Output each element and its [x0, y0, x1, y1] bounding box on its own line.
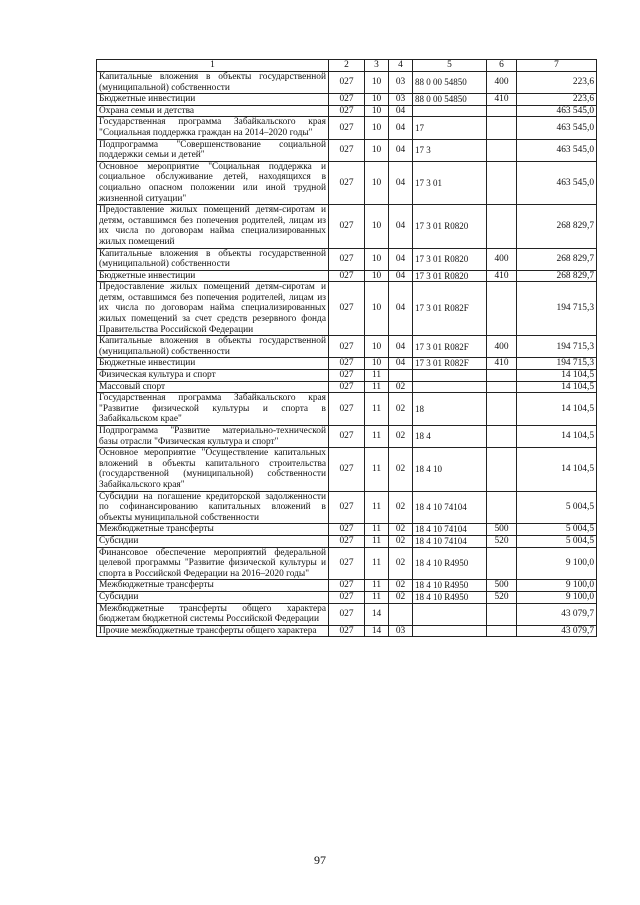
cell-ved: 027	[329, 448, 365, 491]
cell-name: Межбюджетные трансферты	[97, 580, 329, 592]
cell-sum: 14 104,5	[517, 448, 597, 491]
table-body	[97, 72, 597, 637]
table-row	[97, 105, 597, 117]
table-row	[97, 535, 597, 547]
cell-ved: 027	[329, 117, 365, 139]
header-cell-5: 5	[413, 60, 487, 72]
cell-vr: 410	[487, 358, 517, 370]
table-row	[97, 547, 597, 580]
table-row	[97, 161, 597, 204]
table-row	[97, 72, 597, 94]
cell-csr: 17 3 01 R082F	[413, 282, 487, 336]
cell-csr	[413, 381, 487, 393]
cell-ved: 027	[329, 358, 365, 370]
cell-ved: 027	[329, 282, 365, 336]
cell-rz: 11	[365, 580, 389, 592]
cell-csr: 18 4	[413, 426, 487, 448]
cell-csr	[413, 105, 487, 117]
table-row	[97, 282, 597, 336]
cell-name: Финансовое обеспечение мероприятий федеральной целевой программы "Развитие физической культуры и спорта в Российской Федерации на 2016–2020 годы"	[97, 547, 329, 580]
cell-pr: 02	[389, 580, 413, 592]
header-row	[97, 60, 597, 72]
cell-rz: 10	[365, 139, 389, 161]
cell-csr	[413, 603, 487, 625]
cell-vr	[487, 381, 517, 393]
cell-csr: 18 4 10 R4950	[413, 547, 487, 580]
cell-sum: 43 079,7	[517, 603, 597, 625]
cell-sum: 463 545,0	[517, 161, 597, 204]
cell-csr: 18 4 10 R4950	[413, 580, 487, 592]
cell-rz: 11	[365, 535, 389, 547]
cell-name: Бюджетные инвестиции	[97, 94, 329, 106]
header-cell-2: 2	[329, 60, 365, 72]
cell-pr: 04	[389, 358, 413, 370]
cell-vr: 400	[487, 336, 517, 358]
cell-rz: 10	[365, 248, 389, 270]
table-row	[97, 270, 597, 282]
cell-pr: 02	[389, 426, 413, 448]
cell-pr: 02	[389, 448, 413, 491]
cell-vr	[487, 205, 517, 248]
cell-sum: 463 545,0	[517, 117, 597, 139]
cell-sum: 14 104,5	[517, 426, 597, 448]
cell-sum: 5 004,5	[517, 535, 597, 547]
table-row	[97, 625, 597, 637]
cell-rz: 10	[365, 270, 389, 282]
cell-vr: 520	[487, 535, 517, 547]
cell-vr: 410	[487, 94, 517, 106]
cell-rz: 10	[365, 105, 389, 117]
cell-csr	[413, 370, 487, 382]
cell-sum: 268 829,7	[517, 248, 597, 270]
cell-pr: 04	[389, 161, 413, 204]
document-page	[96, 59, 596, 637]
cell-ved: 027	[329, 105, 365, 117]
cell-vr: 520	[487, 591, 517, 603]
cell-sum: 14 104,5	[517, 393, 597, 426]
cell-vr	[487, 625, 517, 637]
cell-rz: 10	[365, 72, 389, 94]
cell-name: Государственная программа Забайкальского края "Социальная поддержка граждан на 2014–2020 годы"	[97, 117, 329, 139]
cell-rz: 11	[365, 524, 389, 536]
cell-sum: 223,6	[517, 72, 597, 94]
cell-name: Капитальные вложения в объекты государственной (муниципальной) собственности	[97, 336, 329, 358]
cell-ved: 027	[329, 393, 365, 426]
header-cell-6: 6	[487, 60, 517, 72]
cell-ved: 027	[329, 535, 365, 547]
cell-vr: 500	[487, 580, 517, 592]
cell-vr	[487, 448, 517, 491]
cell-name: Бюджетные инвестиции	[97, 358, 329, 370]
cell-ved: 027	[329, 625, 365, 637]
table-row	[97, 603, 597, 625]
cell-sum: 268 829,7	[517, 270, 597, 282]
cell-name: Основное мероприятие "Социальная поддержка и социальное обслуживание детей, находящихся в социально опасном положении или иной трудной жизненной ситуации"	[97, 161, 329, 204]
cell-pr: 02	[389, 491, 413, 524]
cell-name: Межбюджетные трансферты	[97, 524, 329, 536]
cell-rz: 10	[365, 94, 389, 106]
cell-csr: 17 3 01 R082F	[413, 358, 487, 370]
table-row	[97, 336, 597, 358]
header-cell-3: 3	[365, 60, 389, 72]
cell-rz: 10	[365, 161, 389, 204]
cell-csr: 18 4 10 74104	[413, 524, 487, 536]
cell-pr: 02	[389, 381, 413, 393]
cell-vr	[487, 105, 517, 117]
cell-csr: 17 3 01 R0820	[413, 248, 487, 270]
cell-pr: 02	[389, 547, 413, 580]
cell-csr	[413, 625, 487, 637]
cell-pr: 04	[389, 270, 413, 282]
cell-sum: 194 715,3	[517, 358, 597, 370]
cell-rz: 10	[365, 205, 389, 248]
cell-pr: 04	[389, 117, 413, 139]
cell-rz: 10	[365, 336, 389, 358]
table-row	[97, 393, 597, 426]
cell-ved: 027	[329, 547, 365, 580]
cell-vr: 400	[487, 248, 517, 270]
page-number: 97	[314, 853, 326, 867]
cell-csr: 17	[413, 117, 487, 139]
cell-name: Капитальные вложения в объекты государственной (муниципальной) собственности	[97, 248, 329, 270]
cell-name: Бюджетные инвестиции	[97, 270, 329, 282]
cell-name: Охрана семьи и детства	[97, 105, 329, 117]
cell-ved: 027	[329, 491, 365, 524]
cell-csr: 17 3 01 R0820	[413, 270, 487, 282]
cell-name: Субсидии	[97, 535, 329, 547]
cell-pr: 02	[389, 591, 413, 603]
cell-csr: 17 3 01 R0820	[413, 205, 487, 248]
cell-sum: 9 100,0	[517, 591, 597, 603]
cell-ved: 027	[329, 524, 365, 536]
cell-rz: 11	[365, 491, 389, 524]
cell-sum: 463 545,0	[517, 139, 597, 161]
cell-sum: 5 004,5	[517, 524, 597, 536]
cell-csr: 17 3 01 R082F	[413, 336, 487, 358]
cell-name: Государственная программа Забайкальского края "Развитие физической культуры и спорта в Забайкальском крае"	[97, 393, 329, 426]
cell-vr	[487, 282, 517, 336]
header-cell-7: 7	[517, 60, 597, 72]
cell-sum: 194 715,3	[517, 282, 597, 336]
cell-pr: 04	[389, 248, 413, 270]
cell-ved: 027	[329, 336, 365, 358]
cell-name: Предоставление жилых помещений детям-сиротам и детям, оставшимся без попечения родителей, лицам из их числа по договорам найма специализированных жилых помещений	[97, 205, 329, 248]
cell-rz: 11	[365, 381, 389, 393]
cell-name: Массовый спорт	[97, 381, 329, 393]
table-row	[97, 94, 597, 106]
cell-csr: 18 4 10 R4950	[413, 591, 487, 603]
cell-ved: 027	[329, 205, 365, 248]
cell-csr: 17 3 01	[413, 161, 487, 204]
cell-ved: 027	[329, 603, 365, 625]
cell-vr	[487, 426, 517, 448]
cell-pr: 03	[389, 625, 413, 637]
table-row	[97, 591, 597, 603]
cell-name: Прочие межбюджетные трансферты общего характера	[97, 625, 329, 637]
cell-ved: 027	[329, 94, 365, 106]
cell-csr: 88 0 00 54850	[413, 72, 487, 94]
cell-sum: 9 100,0	[517, 547, 597, 580]
cell-pr: 04	[389, 282, 413, 336]
table-row	[97, 580, 597, 592]
cell-sum: 194 715,3	[517, 336, 597, 358]
cell-pr: 04	[389, 205, 413, 248]
cell-name: Физическая культура и спорт	[97, 370, 329, 382]
cell-vr: 400	[487, 72, 517, 94]
cell-name: Субсидии	[97, 591, 329, 603]
header-cell-1: 1	[97, 60, 329, 72]
cell-name: Подпрограмма "Развитие материально-технической базы отрасли "Физическая культура и спорт"	[97, 426, 329, 448]
cell-sum: 9 100,0	[517, 580, 597, 592]
table-row	[97, 248, 597, 270]
cell-vr	[487, 139, 517, 161]
cell-rz: 14	[365, 603, 389, 625]
cell-vr	[487, 161, 517, 204]
cell-ved: 027	[329, 370, 365, 382]
cell-ved: 027	[329, 270, 365, 282]
cell-sum: 43 079,7	[517, 625, 597, 637]
cell-pr: 03	[389, 94, 413, 106]
table-row	[97, 117, 597, 139]
cell-rz: 11	[365, 448, 389, 491]
cell-csr: 18	[413, 393, 487, 426]
cell-csr: 17 3	[413, 139, 487, 161]
cell-rz: 11	[365, 591, 389, 603]
cell-csr: 88 0 00 54850	[413, 94, 487, 106]
cell-pr: 04	[389, 139, 413, 161]
cell-ved: 027	[329, 161, 365, 204]
cell-pr: 04	[389, 336, 413, 358]
cell-sum: 14 104,5	[517, 381, 597, 393]
cell-pr	[389, 370, 413, 382]
table-row	[97, 448, 597, 491]
cell-pr: 03	[389, 72, 413, 94]
cell-rz: 11	[365, 426, 389, 448]
cell-vr	[487, 491, 517, 524]
cell-name: Предоставление жилых помещений детям-сиротам и детям, оставшимся без попечения родителей, лицам из их числа по договорам найма специализированных жилых помещений за счет средств резервного фонда Правительства Российской Федерации	[97, 282, 329, 336]
cell-vr	[487, 393, 517, 426]
cell-ved: 027	[329, 72, 365, 94]
cell-rz: 10	[365, 282, 389, 336]
cell-name: Подпрограмма "Совершенствование социальной поддержки семьи и детей"	[97, 139, 329, 161]
cell-vr: 500	[487, 524, 517, 536]
cell-name: Основное мероприятие "Осуществление капитальных вложений в объекты капитального строительства (государственной (муниципальной) собственности Забайкальского края"	[97, 448, 329, 491]
table-row	[97, 139, 597, 161]
cell-pr: 04	[389, 105, 413, 117]
cell-rz: 10	[365, 117, 389, 139]
cell-pr: 02	[389, 524, 413, 536]
table-row	[97, 426, 597, 448]
cell-ved: 027	[329, 591, 365, 603]
cell-name: Капитальные вложения в объекты государственной (муниципальной) собственности	[97, 72, 329, 94]
cell-vr	[487, 370, 517, 382]
cell-rz: 10	[365, 358, 389, 370]
table-row	[97, 524, 597, 536]
cell-csr: 18 4 10 74104	[413, 535, 487, 547]
cell-csr: 18 4 10	[413, 448, 487, 491]
cell-rz: 11	[365, 370, 389, 382]
cell-pr: 02	[389, 535, 413, 547]
cell-ved: 027	[329, 426, 365, 448]
table-row	[97, 358, 597, 370]
cell-sum: 268 829,7	[517, 205, 597, 248]
cell-rz: 11	[365, 393, 389, 426]
table-row	[97, 381, 597, 393]
cell-sum: 5 004,5	[517, 491, 597, 524]
cell-sum: 14 104,5	[517, 370, 597, 382]
cell-vr	[487, 603, 517, 625]
cell-vr	[487, 547, 517, 580]
cell-name: Субсидии на погашение кредиторской задолженности по софинансированию капитальных вложений в объекты муниципальной собственности	[97, 491, 329, 524]
table-row	[97, 370, 597, 382]
cell-sum: 463 545,0	[517, 105, 597, 117]
cell-rz: 14	[365, 625, 389, 637]
cell-ved: 027	[329, 139, 365, 161]
cell-pr	[389, 603, 413, 625]
cell-ved: 027	[329, 381, 365, 393]
cell-csr: 18 4 10 74104	[413, 491, 487, 524]
cell-vr	[487, 117, 517, 139]
cell-ved: 027	[329, 580, 365, 592]
budget-table	[96, 59, 597, 637]
cell-pr: 02	[389, 393, 413, 426]
cell-vr: 410	[487, 270, 517, 282]
cell-sum: 223,6	[517, 94, 597, 106]
cell-ved: 027	[329, 248, 365, 270]
table-row	[97, 491, 597, 524]
table-header	[97, 60, 597, 72]
table-row	[97, 205, 597, 248]
cell-name: Межбюджетные трансферты общего характера бюджетам бюджетной системы Российской Федерации	[97, 603, 329, 625]
cell-rz: 11	[365, 547, 389, 580]
header-cell-4: 4	[389, 60, 413, 72]
